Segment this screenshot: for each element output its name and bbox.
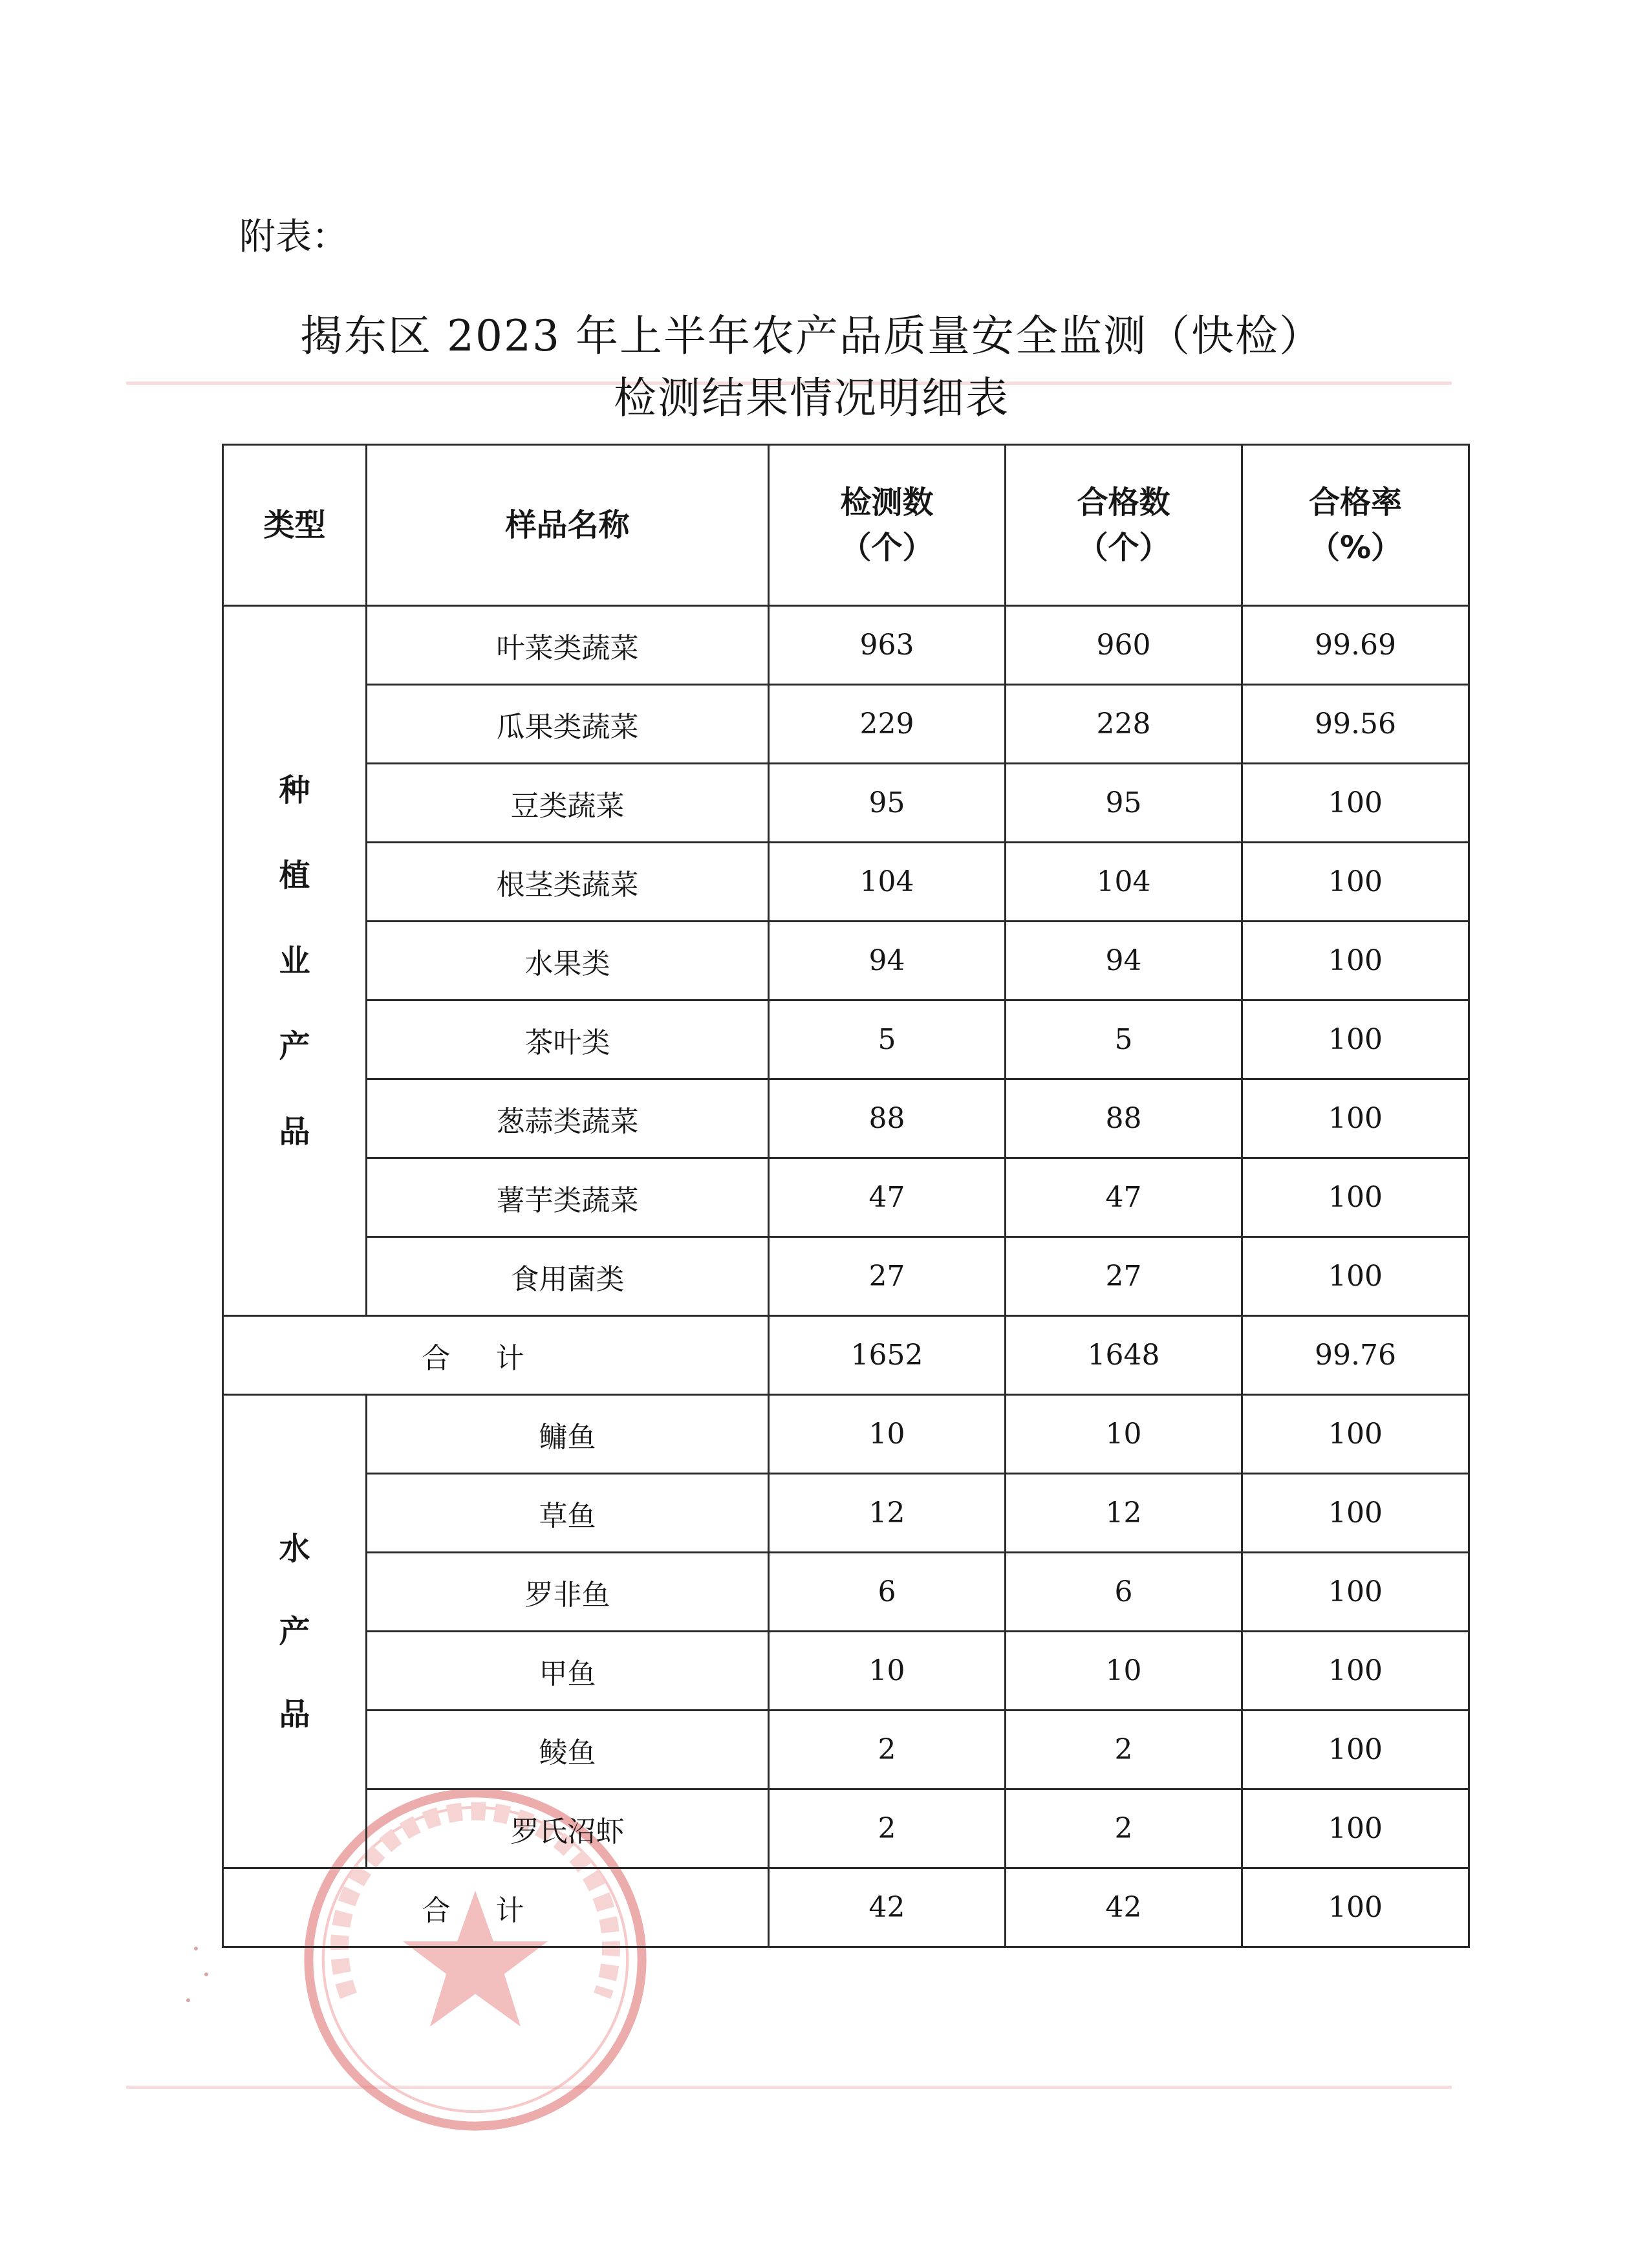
document-title-line1: 揭东区 2023 年上半年农产品质量安全监测（快检） bbox=[300, 311, 1323, 361]
tested-count: 2 bbox=[769, 1789, 1006, 1868]
tested-count: 6 bbox=[769, 1553, 1006, 1632]
table-row bbox=[223, 1474, 1469, 1553]
qualified-count: 2 bbox=[1006, 1711, 1242, 1789]
subtotal-label: 合计 bbox=[223, 1868, 769, 1947]
qualified-count: 10 bbox=[1006, 1395, 1242, 1474]
pass-rate: 100 bbox=[1242, 1553, 1469, 1632]
subtotal-rate: 100 bbox=[1242, 1868, 1469, 1947]
speckle bbox=[194, 1947, 198, 1950]
qualified-count: 94 bbox=[1006, 922, 1242, 1000]
speckle bbox=[204, 1972, 208, 1976]
table-row bbox=[223, 1000, 1469, 1079]
tested-count: 88 bbox=[769, 1079, 1006, 1158]
table-row bbox=[223, 1789, 1469, 1868]
qualified-count: 88 bbox=[1006, 1079, 1242, 1158]
pass-rate: 100 bbox=[1242, 1632, 1469, 1711]
category-cell: 种植业产品 bbox=[223, 606, 367, 1316]
table-row bbox=[223, 685, 1469, 764]
speckle bbox=[186, 1998, 190, 2002]
table-row bbox=[223, 1395, 1469, 1474]
table-row bbox=[223, 1158, 1469, 1237]
attachment-label: 附表： bbox=[239, 216, 348, 258]
qualified-count: 12 bbox=[1006, 1474, 1242, 1553]
table-row bbox=[223, 843, 1469, 922]
qualified-count: 10 bbox=[1006, 1632, 1242, 1711]
tested-count: 12 bbox=[769, 1474, 1006, 1553]
tested-count: 963 bbox=[769, 606, 1006, 685]
tested-count: 47 bbox=[769, 1158, 1006, 1237]
pass-rate: 99.69 bbox=[1242, 606, 1469, 685]
qualified-count: 2 bbox=[1006, 1789, 1242, 1868]
qualified-count: 104 bbox=[1006, 843, 1242, 922]
sample-name: 茶叶类 bbox=[367, 1000, 769, 1079]
pass-rate: 100 bbox=[1242, 1711, 1469, 1789]
category-cell: 水产品 bbox=[223, 1395, 367, 1868]
sample-name: 鲮鱼 bbox=[367, 1711, 769, 1789]
sample-name: 鳙鱼 bbox=[367, 1395, 769, 1474]
table-row bbox=[223, 606, 1469, 685]
pass-rate: 100 bbox=[1242, 1789, 1469, 1868]
header-sample-name: 样品名称 bbox=[367, 445, 769, 606]
sample-name: 水果类 bbox=[367, 922, 769, 1000]
table-row bbox=[223, 1553, 1469, 1632]
tested-count: 10 bbox=[769, 1395, 1006, 1474]
qualified-count: 5 bbox=[1006, 1000, 1242, 1079]
pass-rate: 99.56 bbox=[1242, 685, 1469, 764]
subtotal-qualified: 42 bbox=[1006, 1868, 1242, 1947]
subtotal-rate: 99.76 bbox=[1242, 1316, 1469, 1395]
header-type: 类型 bbox=[223, 445, 367, 606]
sample-name: 葱蒜类蔬菜 bbox=[367, 1079, 769, 1158]
sample-name: 甲鱼 bbox=[367, 1632, 769, 1711]
sample-name: 食用菌类 bbox=[367, 1237, 769, 1316]
pass-rate: 100 bbox=[1242, 1000, 1469, 1079]
pass-rate: 100 bbox=[1242, 764, 1469, 843]
header-qualified-count: 合格数（个） bbox=[1006, 445, 1242, 606]
sample-name: 罗非鱼 bbox=[367, 1553, 769, 1632]
table-row bbox=[223, 1711, 1469, 1789]
subtotal-qualified: 1648 bbox=[1006, 1316, 1242, 1395]
qualified-count: 47 bbox=[1006, 1158, 1242, 1237]
tested-count: 5 bbox=[769, 1000, 1006, 1079]
sample-name: 根茎类蔬菜 bbox=[367, 843, 769, 922]
pass-rate: 100 bbox=[1242, 922, 1469, 1000]
table-row bbox=[223, 1079, 1469, 1158]
header-pass-rate: 合格率（%） bbox=[1242, 445, 1469, 606]
sample-name: 豆类蔬菜 bbox=[367, 764, 769, 843]
pass-rate: 100 bbox=[1242, 843, 1469, 922]
subtotal-row bbox=[223, 1316, 1469, 1395]
pass-rate: 100 bbox=[1242, 1237, 1469, 1316]
qualified-count: 27 bbox=[1006, 1237, 1242, 1316]
sample-name: 薯芋类蔬菜 bbox=[367, 1158, 769, 1237]
pass-rate: 100 bbox=[1242, 1158, 1469, 1237]
tested-count: 94 bbox=[769, 922, 1006, 1000]
tested-count: 27 bbox=[769, 1237, 1006, 1316]
tested-count: 229 bbox=[769, 685, 1006, 764]
subtotal-label: 合计 bbox=[223, 1316, 769, 1395]
table-row bbox=[223, 1632, 1469, 1711]
subtotal-tested: 1652 bbox=[769, 1316, 1006, 1395]
sample-name: 草鱼 bbox=[367, 1474, 769, 1553]
table-row bbox=[223, 1237, 1469, 1316]
subtotal-row bbox=[223, 1868, 1469, 1947]
pass-rate: 100 bbox=[1242, 1474, 1469, 1553]
pass-rate: 100 bbox=[1242, 1395, 1469, 1474]
qualified-count: 228 bbox=[1006, 685, 1242, 764]
qualified-count: 960 bbox=[1006, 606, 1242, 685]
table-row bbox=[223, 764, 1469, 843]
tested-count: 104 bbox=[769, 843, 1006, 922]
document-title-line2: 检测结果情况明细表 bbox=[614, 373, 1009, 423]
tested-count: 2 bbox=[769, 1711, 1006, 1789]
subtotal-tested: 42 bbox=[769, 1868, 1006, 1947]
sample-name: 瓜果类蔬菜 bbox=[367, 685, 769, 764]
sample-name: 罗氏沼虾 bbox=[367, 1789, 769, 1868]
qualified-count: 95 bbox=[1006, 764, 1242, 843]
table-header-row bbox=[223, 445, 1469, 606]
results-table bbox=[222, 444, 1470, 1948]
tested-count: 10 bbox=[769, 1632, 1006, 1711]
tested-count: 95 bbox=[769, 764, 1006, 843]
table-row bbox=[223, 922, 1469, 1000]
qualified-count: 6 bbox=[1006, 1553, 1242, 1632]
sample-name: 叶菜类蔬菜 bbox=[367, 606, 769, 685]
pass-rate: 100 bbox=[1242, 1079, 1469, 1158]
header-tested-count: 检测数（个） bbox=[769, 445, 1006, 606]
